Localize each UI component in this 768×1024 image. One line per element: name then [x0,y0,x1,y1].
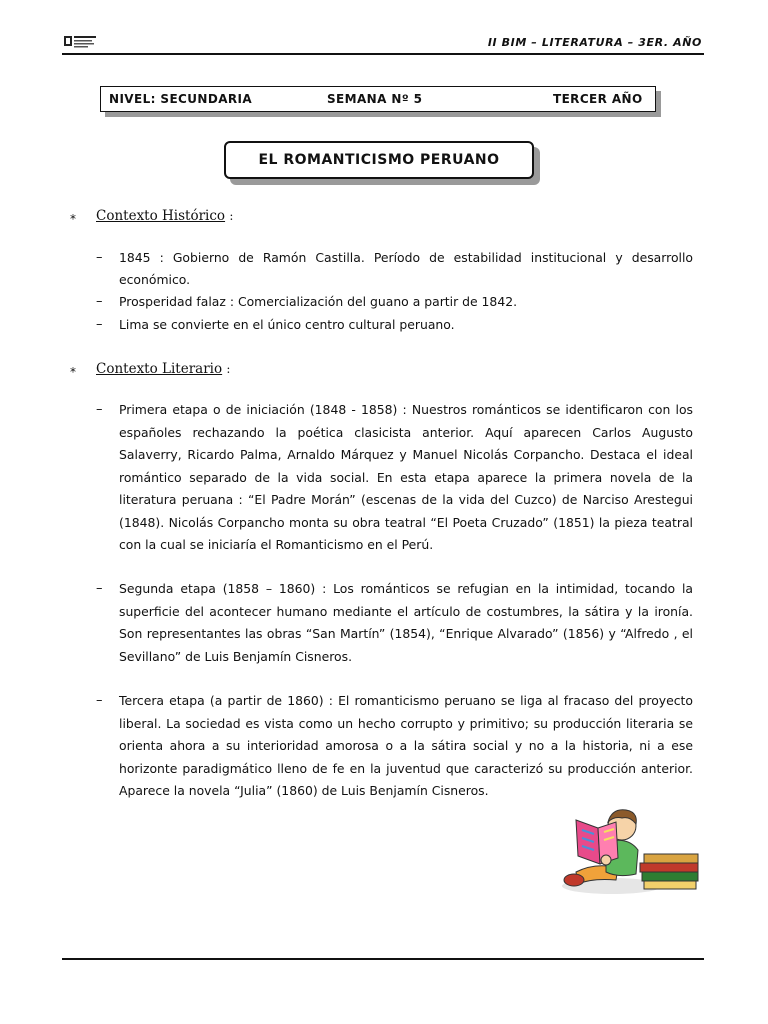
list-item-paragraph: Segunda etapa (1858 – 1860) : Los románticos se refugian en la intimidad, tocando la superficie del acontecer humano mediante el artículo de costumbres, la sátira y la ironía. Son representantes las obras “San Martín” (1854), “Enrique Alvarado” (1856) y “Alfredo , el Sevillano” de Luis Benjamín Cisneros. [119,581,693,664]
list-dash: – [96,581,103,596]
list-item-continuation: económico. [119,272,191,287]
level-info-box [100,86,656,112]
historical-heading-colon: : [229,209,234,223]
literary-heading-text: Contexto Literario [96,361,223,377]
literary-section-heading [96,361,230,377]
school-logo-icon [64,34,98,50]
bullet-star: * [70,365,76,379]
list-item: Prosperidad falaz : Comercialización del guano a partir de 1842. [119,294,518,309]
list-item: 1845 : Gobierno de Ramón Castilla. Período de estabilidad institucional y desarrollo [119,250,693,265]
list-dash: – [96,250,103,265]
list-item: Lima se convierte en el único centro cultural peruano. [119,317,455,332]
list-dash: – [96,317,103,332]
list-dash: – [96,294,103,309]
grade-label: TERCER AÑO [553,92,643,106]
page-title: EL ROMANTICISMO PERUANO [258,152,500,168]
literary-heading-colon: : [226,362,231,376]
list-dash: – [96,693,103,708]
week-label: SEMANA Nº 5 [327,92,423,106]
historical-heading-text: Contexto Histórico [96,208,226,224]
list-item-paragraph: Tercera etapa (a partir de 1860) : El romanticismo peruano se liga al fracaso del proyecto liberal. La sociedad es vista como un hecho corrupto y primitivo; su producción literaria se orienta ahora a su interioridad amorosa o a la sátira social y no a la historia, ni a ese horizonte paradigmático lleno de fe en la juventud que caracterizó su producción anterior. Aparece la novela “Julia” (1860) de Luis Benjamín Cisneros. [119,693,693,798]
header-course-label: II BIM – LITERATURA – 3ER. AÑO [487,36,702,49]
footer-rule [62,958,704,960]
historical-section-heading [96,208,233,224]
bullet-star: * [70,212,76,226]
title-box [224,141,534,179]
level-label: NIVEL: SECUNDARIA [109,92,253,106]
list-item-paragraph: Primera etapa o de iniciación (1848 - 1858) : Nuestros románticos se identificaron con los españoles rechazando la poética clasicista anterior. Aquí aparecen Carlos Augusto Salaverry, Ricardo Palma, Arnaldo Márquez y Manuel Nicolás Corpancho. Destaca el ideal romántico separado de la vida social. En esta etapa aparece la primera novela de la literatura peruana : “El Padre Morán” (escenas de la vida del Cuzco) de Narciso Arestegui (1848). Nicolás Corpancho monta su obra teatral “El Poeta Cruzado” (1851) la pieza teatral con la cual se iniciaría el Romanticismo en el Perú. [119,402,693,552]
header-rule [62,53,704,55]
child-reading-books-icon [556,802,702,898]
list-dash: – [96,402,103,417]
